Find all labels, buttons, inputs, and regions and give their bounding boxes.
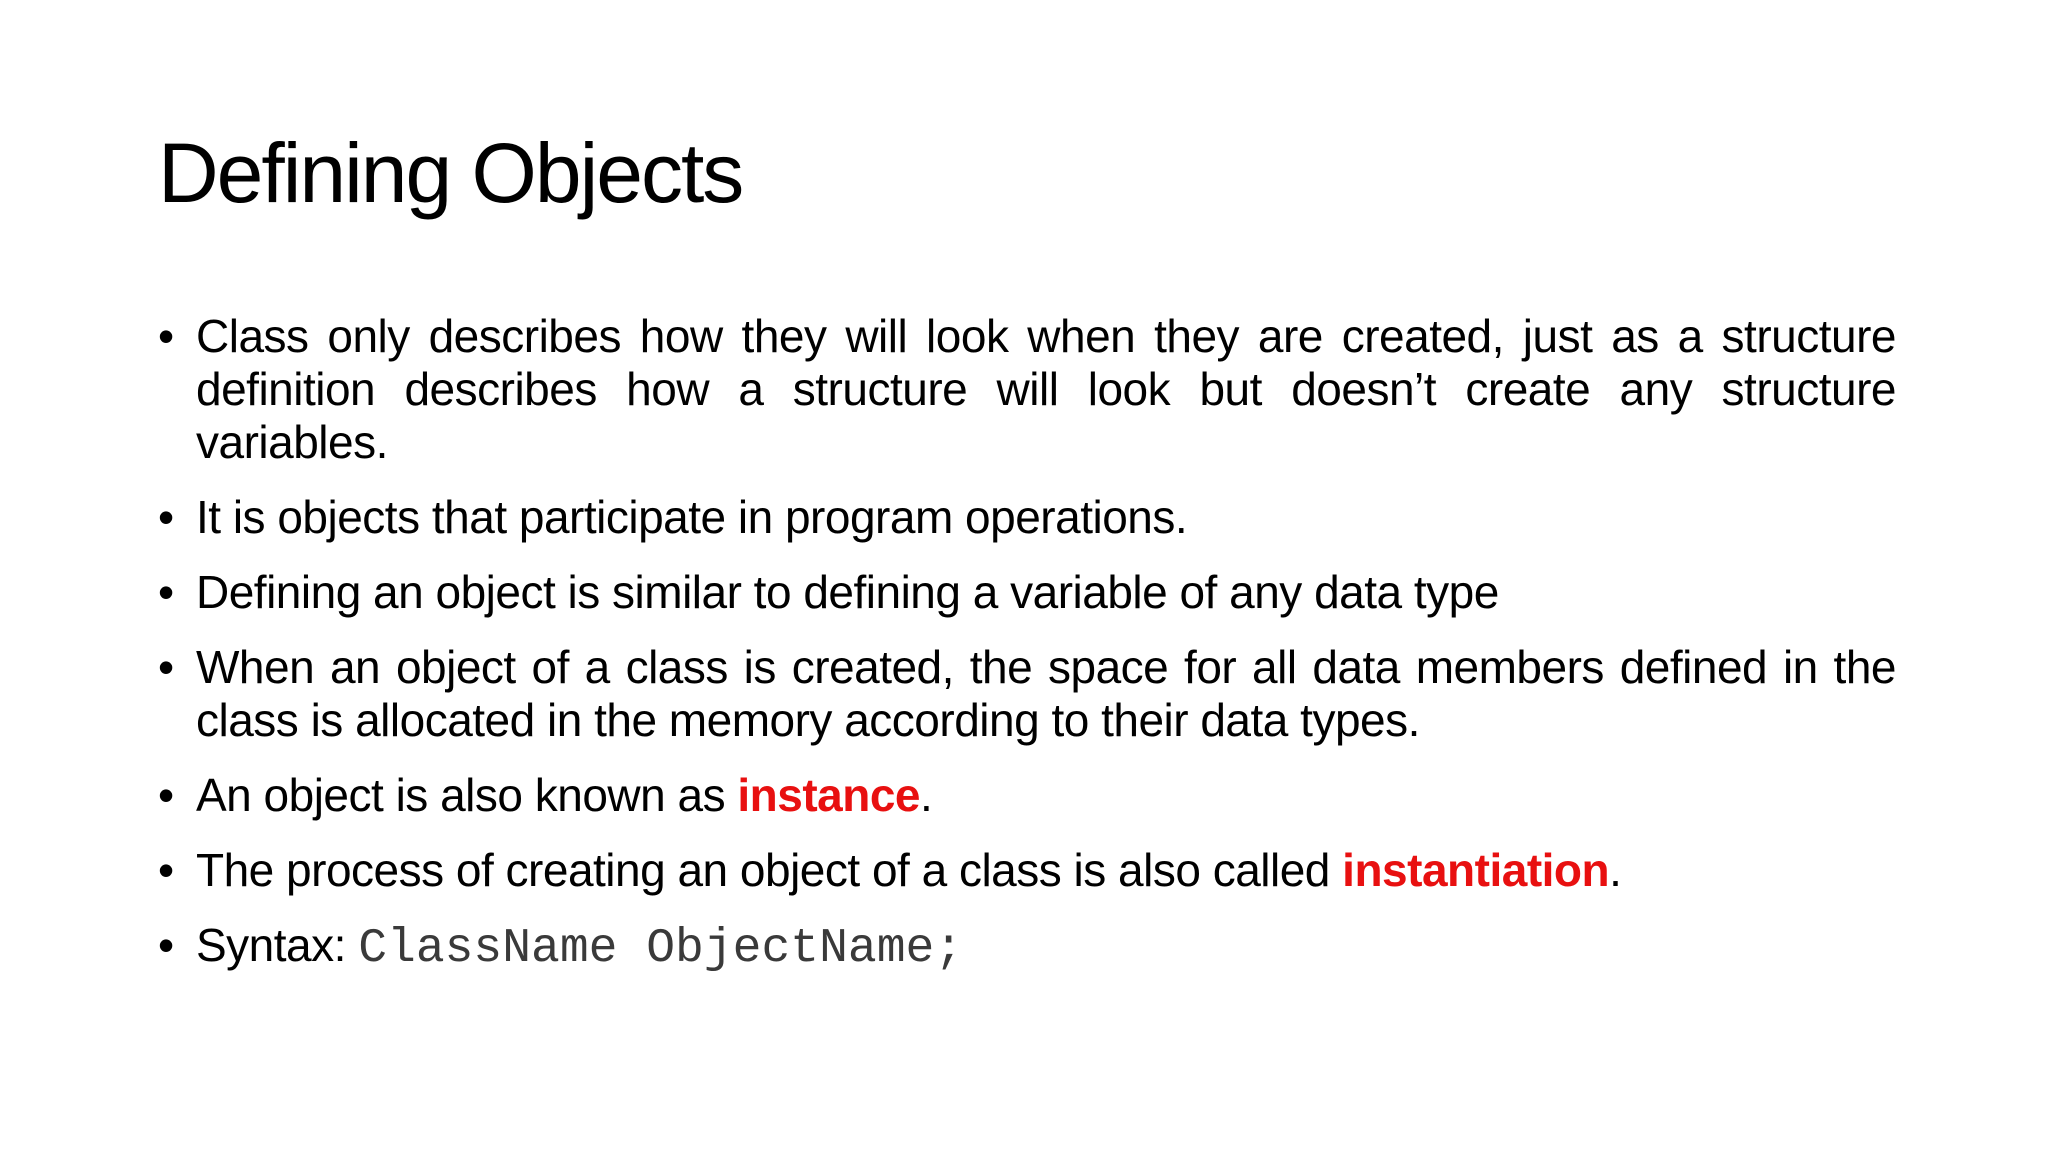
bullet-text: It is objects that participate in program operations. <box>196 491 1188 543</box>
bullet-item <box>158 919 1896 976</box>
highlight-term-instantiation: instantiation <box>1342 844 1610 896</box>
bullet-icon: • <box>158 769 174 821</box>
bullet-item <box>158 310 1896 469</box>
bullet-text: Defining an object is similar to defining a variable of any data type <box>196 566 1499 618</box>
bullet-text-end: . <box>920 769 933 821</box>
bullet-icon: • <box>158 310 174 362</box>
bullet-item <box>158 769 1896 822</box>
highlight-term-instance: instance <box>737 769 920 821</box>
bullet-text: When an object of a class is created, the space for all data members defined in the class is allocated in the memory according to their data types. <box>196 641 1896 746</box>
bullet-text: The process of creating an object of a class is also called <box>196 844 1343 896</box>
bullet-icon: • <box>158 566 174 618</box>
syntax-label: Syntax: <box>196 919 359 971</box>
bullet-text: Class only describes how they will look when they are created, just as a structure definition describes how a structure will look but doesn’t create any structure variables. <box>196 310 1896 468</box>
syntax-code: ClassName ObjectName; <box>358 922 964 976</box>
bullet-icon: • <box>158 491 174 543</box>
bullet-item <box>158 491 1896 544</box>
bullet-text-end: . <box>1609 844 1622 896</box>
bullet-icon: • <box>158 641 174 693</box>
bullet-list <box>158 310 1896 998</box>
bullet-item <box>158 641 1896 747</box>
bullet-icon: • <box>158 844 174 896</box>
bullet-text: An object is also known as <box>196 769 738 821</box>
slide-title: Defining Objects <box>158 126 743 220</box>
bullet-item <box>158 566 1896 619</box>
bullet-item <box>158 844 1896 897</box>
bullet-icon: • <box>158 919 174 971</box>
